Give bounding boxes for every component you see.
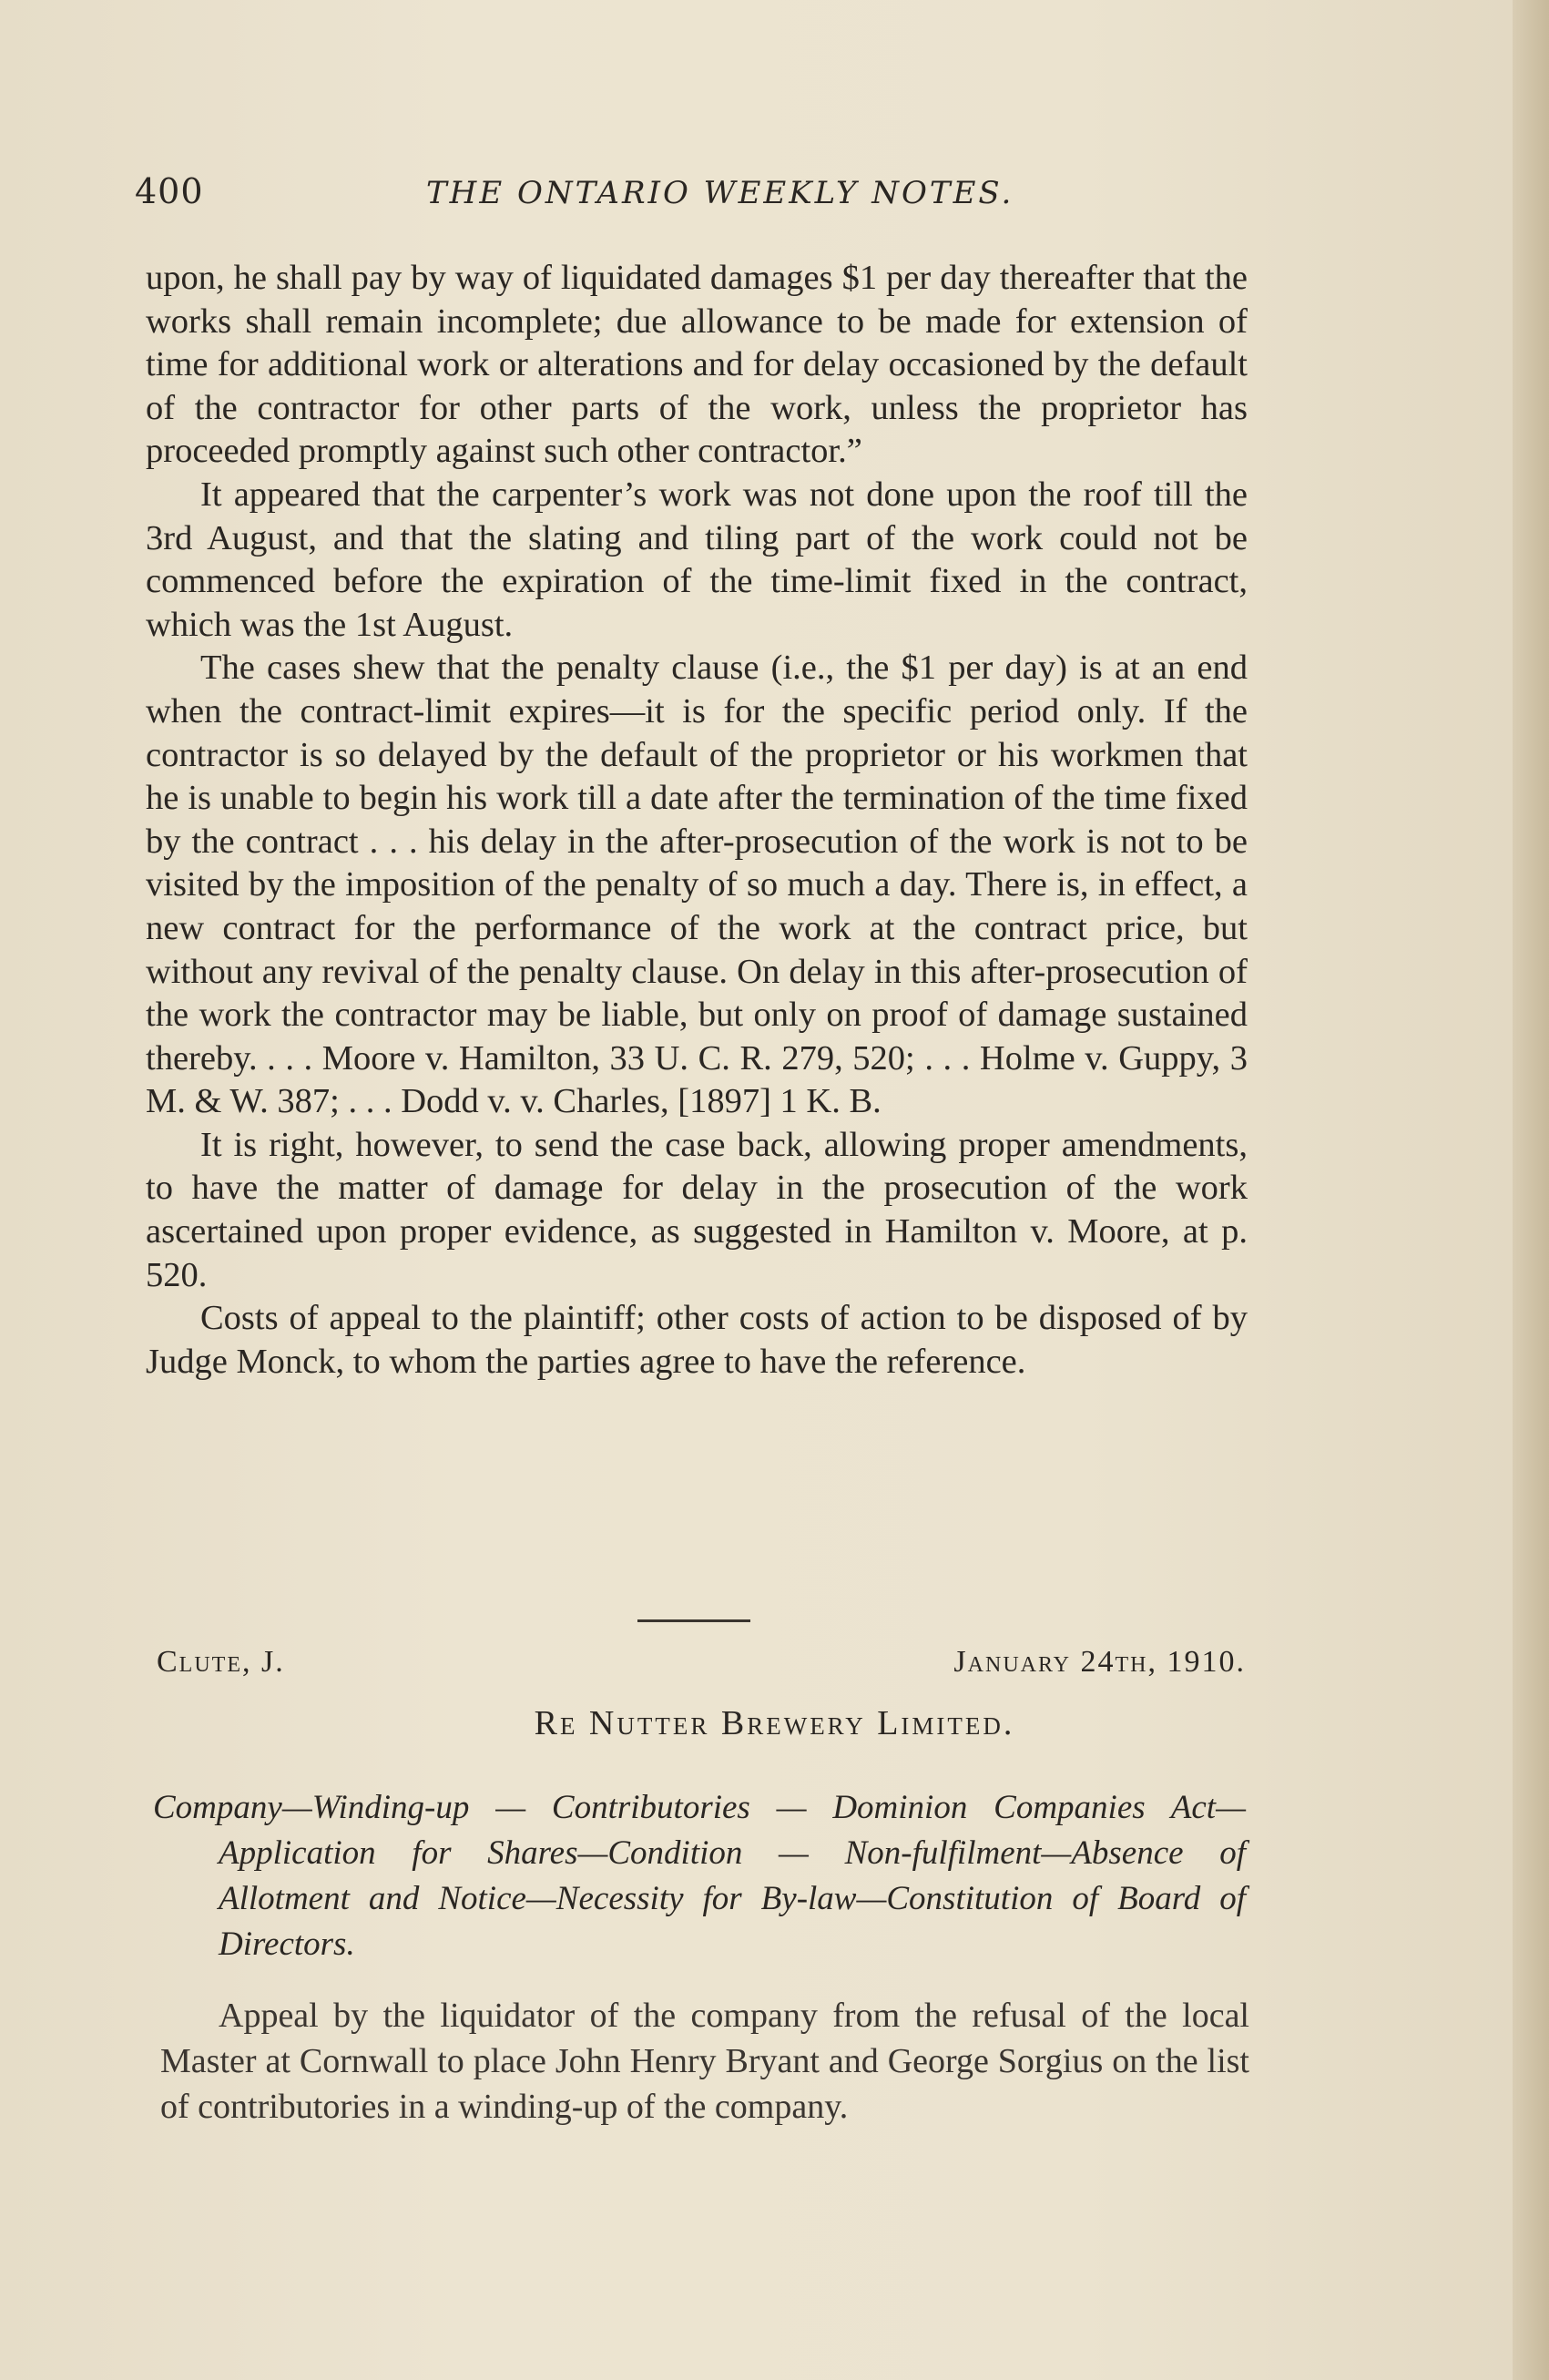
page-header: [135, 171, 1246, 226]
page-edge: [1513, 0, 1549, 2380]
body-text: [146, 257, 1248, 1384]
headnote: Company—Winding-up — Contributories — Dominion Companies Act—Application for Shares—Condition — Non-fulfilment—Absence of Allotment and Notice—Necessity for By-law—Constitution of Board of Directors.: [153, 1789, 1246, 1963]
paragraph-costs: Costs of appeal to the plaintiff; other costs of action to be disposed of by Judge Monck, to whom the parties agree to have the reference.: [146, 1299, 1248, 1381]
judge-line: [157, 1645, 1246, 1691]
judge-name: Clute, J.: [157, 1645, 285, 1679]
paragraph-send-back: It is right, however, to send the case back, allowing proper amendments, to have the matter of damage for delay in the prosecution of the work ascertained upon proper evidence, as suggested in Hamilton v. Moore, at p. 520.: [146, 1125, 1248, 1294]
case-title: Re Nutter Brewery Limited.: [534, 1704, 1015, 1742]
appeal-paragraph: Appeal by the liquidator of the company from the refusal of the local Master at Cornwall to place John Henry Bryant and George Sorgius on the list of contributories in a winding-up of the company.: [160, 1997, 1249, 2126]
running-head: THE ONTARIO WEEKLY NOTES.: [426, 175, 1014, 211]
judgment-date: January 24th, 1910.: [953, 1645, 1246, 1679]
paragraph-continuation: upon, he shall pay by way of liquidated damages $1 per day thereafter that the works shall remain incomplete; due allowance to be made for extension of time for additional work or alterations and for delay occasioned by the default of the contractor for other parts of the work, unless the proprietor has proceeded promptly against such other contractor.”: [146, 259, 1248, 471]
paragraph-penalty-cases: The cases shew that the penalty clause (i.e., the $1 per day) is at an end when the contract-limit expires—it is for the specific period only. If the contractor is so delayed by the default of the proprietor or his workmen that he is unable to begin his work till a date after the termination of the time fixed by the contract . . . his delay in the after-prosecution of the work is not to be visited by the imposition of the penalty of so much a day. There is, in effect, a new contract for the performance of the work at the contract price, but without any revival of the penalty clause. On delay in this after-prosecution of the work the contractor may be liable, but only on proof of damage sustained thereby. . . . Moore v. Hamilton, 33 U. C. R. 279, 520; . . . Holme v. Guppy, 3 M. & W. 387; . . . Dodd v. v. Charles, [1897] 1 K. B.: [146, 649, 1248, 1121]
page-number: 400: [135, 171, 204, 211]
section-divider: [637, 1619, 750, 1622]
paragraph-carpenter: It appeared that the carpenter’s work was not done upon the roof till the 3rd August, and that the slating and tiling part of the work could not be commenced before the expiration of the time-limit fixed in the contract, which was the 1st August.: [146, 475, 1248, 644]
